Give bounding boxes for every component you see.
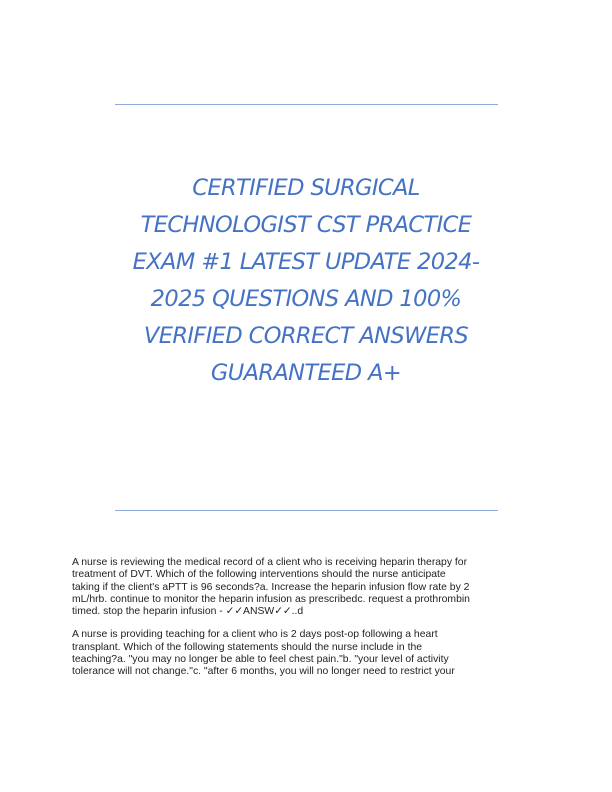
question-paragraph [72, 557, 542, 618]
question-line: transplant. Which of the following statements should the nurse include in the [72, 641, 423, 653]
title-line: 2025 QUESTIONS AND 100% [150, 286, 462, 312]
question-line: treatment of DVT. Which of the following interventions should the nurse anticipate [72, 569, 446, 581]
question-paragraph [72, 629, 542, 678]
question-line: A nurse is providing teaching for a client who is 2 days post-op following a heart [72, 629, 438, 641]
question-line: tolerance will not change."c. "after 6 months, you will no longer need to restrict your [72, 666, 455, 678]
title-line: CERTIFIED SURGICAL [192, 175, 420, 201]
question-line: mL/hrb. continue to monitor the heparin infusion as prescribedc. request a prothrombin [72, 593, 470, 605]
title-line: VERIFIED CORRECT ANSWERS [143, 323, 469, 349]
questions-body [72, 557, 542, 690]
question-line: taking if the client's aPTT is 96 seconds?a. Increase the heparin infusion flow rate by 2 [72, 581, 470, 593]
title-line: TECHNOLOGIST CST PRACTICE [140, 212, 472, 238]
title-line: EXAM #1 LATEST UPDATE 2024- [132, 249, 480, 275]
bottom-divider [115, 510, 498, 511]
top-divider [115, 104, 498, 105]
question-line: timed. stop the heparin infusion - ✓✓ANSW✓✓..d [72, 606, 304, 618]
question-line: A nurse is reviewing the medical record of a client who is receiving heparin therapy for [72, 557, 468, 568]
document-title [100, 170, 512, 392]
question-line: teaching?a. "you may no longer be able to feel chest pain."b. "your level of activity [72, 654, 449, 666]
title-line: GUARANTEED A+ [210, 360, 402, 386]
